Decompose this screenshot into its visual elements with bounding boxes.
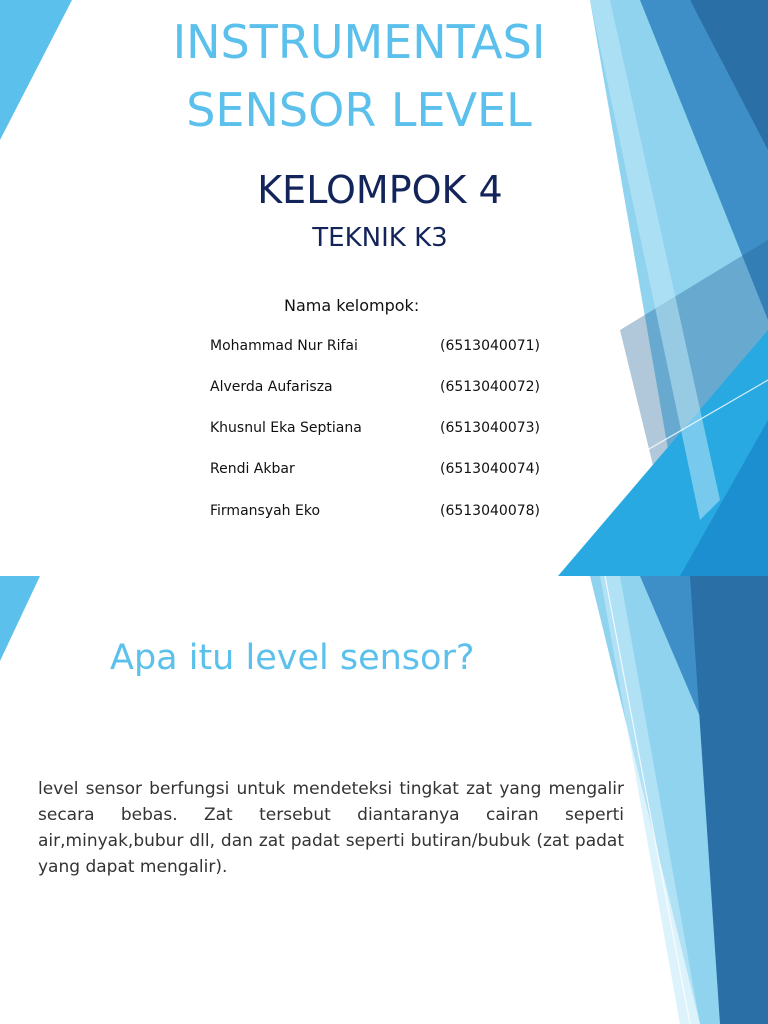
member-name: Alverda Aufarisza — [210, 379, 333, 395]
slide-heading: Apa itu level sensor? — [110, 638, 475, 678]
slide-2 — [0, 576, 768, 1024]
member-row — [210, 379, 550, 399]
member-id: (6513040072) — [440, 379, 540, 395]
member-id: (6513040074) — [440, 461, 540, 477]
title-line-1: INSTRUMENTASI — [172, 15, 546, 69]
member-name: Firmansyah Eko — [210, 503, 321, 519]
group-title: KELOMPOK 4 — [257, 168, 503, 212]
member-id: (6513040078) — [440, 503, 540, 519]
member-row — [210, 420, 550, 440]
member-row — [210, 461, 550, 481]
title-line-2: SENSOR LEVEL — [186, 83, 532, 137]
member-id: (6513040071) — [440, 338, 540, 354]
member-name: Khusnul Eka Septiana — [210, 420, 362, 436]
member-name: Rendi Akbar — [210, 461, 295, 477]
member-id: (6513040073) — [440, 420, 540, 436]
department-title: TEKNIK K3 — [312, 223, 448, 253]
slide-body-text: level sensor berfungsi untuk mendeteksi tingkat zat yang mengalir secara bebas. Zat tersebut diantaranya cairan seperti air,minyak,bubur dll, dan zat padat seperti butiran/bubuk (zat padat yang dapat mengalir). — [38, 779, 624, 877]
members-label: Nama kelompok: — [284, 296, 420, 315]
member-row — [210, 338, 550, 358]
member-row — [210, 503, 550, 523]
member-name: Mohammad Nur Rifai — [210, 338, 358, 354]
